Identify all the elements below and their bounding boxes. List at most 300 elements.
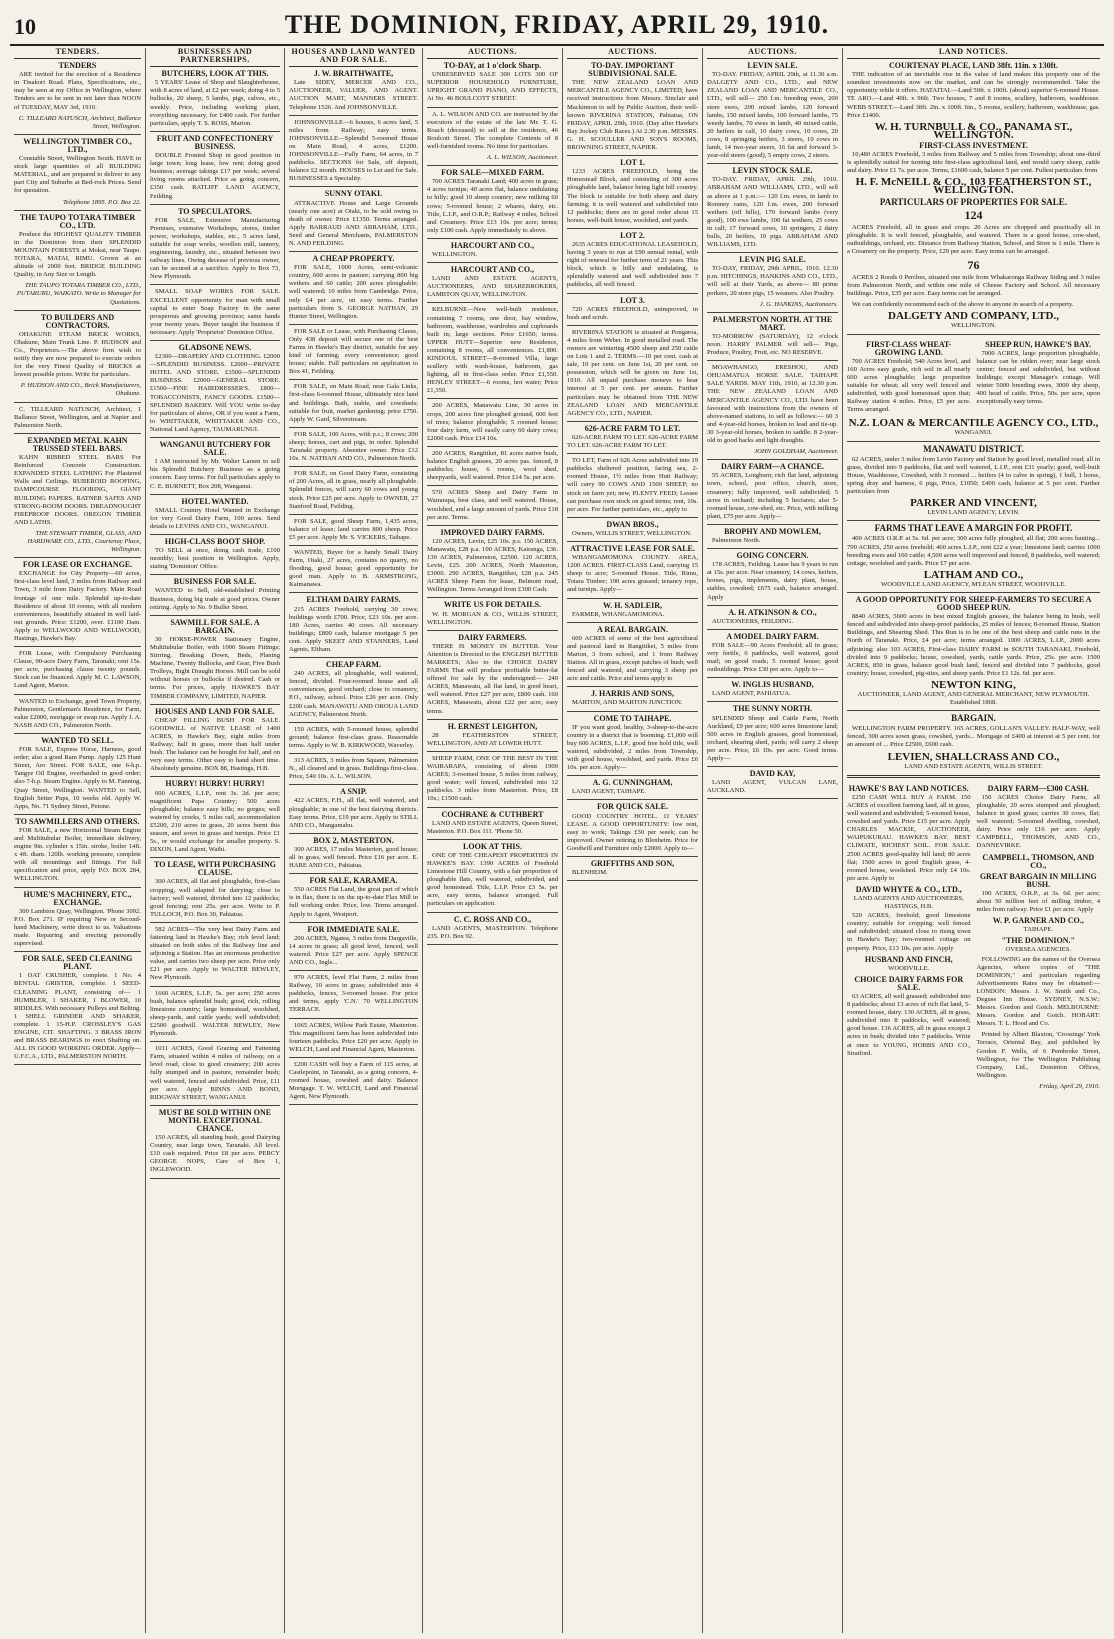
acreage-figure: 76 xyxy=(967,257,980,272)
ad-divider xyxy=(150,131,280,132)
ad-divider xyxy=(289,115,418,116)
ad-divider xyxy=(150,204,280,205)
ad-body: £2300—DRAPERY AND CLOTHING. £2000—SPLENDID BUSINESS. £2000—PRIVATE HOTEL AND STORE. £3500—SPLENDID BUSINESS. £2000—GENERAL STORE. £1500—FINE HAIRDRESSER'S. £800—TOBACCONISTS, FANCY GOODS. £1500—SPLENDID BAKERY. Will YOU write to-day for particulars of above, OR if you want a Farm, to WHITTAKER, WHITTAKER AND CO., National Land Agency, TAUMARUNUI. xyxy=(150,353,280,433)
ad-body: 215 ACRES Freehold, carrying 30 cows; buildings worth £700. Price, £23 10s. per acre. 180 Acres, carries 40 cows. All necessary buildings; £800 cash, balance mortgage 5 per cent. Apply SKEET AND STANNERS, Land Agents, Eltham. xyxy=(289,605,418,653)
ad-heading: PALMERSTON NORTH. AT THE MART. xyxy=(712,314,833,332)
imprint: Printed by Albert Blaxton, 'Crossings' York Terrace, Oriental Bay, and published by Gordon F. Wells, of 6 Pembroke Street, Wellington, for The Wellington Publishing Company, Ltd., Dominion Offices, Wellington. xyxy=(976,1031,1100,1079)
ad-heading: DAIRY FARM—A CHANCE. xyxy=(720,462,825,472)
column-heading: BUSINESSES AND PARTNERSHIPS. xyxy=(150,48,280,67)
ad-heading: THE SUNNY NORTH. xyxy=(732,704,813,714)
ad-divider xyxy=(150,1105,280,1106)
ad-heading: FOR SALE—MIXED FARM. xyxy=(441,168,544,178)
ad-body: ATTRACTIVE House and Large Grounds (nearly one acre) at Otaki, to be sold owing to death of owner. Price £1350. Terms arranged. Apply BARRAUD AND ABRAHAM, LTD., Seed and General Merchants, PALMERSTON N. AND FEILDING. xyxy=(289,199,418,247)
ad-body: 55 ACRES, Longburn; rich flat land, adjoining town, school, post office, church, store, creamery; fully improved, well subdivided; 5 acres in orchard; including 5 hectares; also 5-roomed house, cow-shed, etc. Price, with milking plant, £75 per acre. Apply— xyxy=(707,472,838,520)
column-tenders xyxy=(10,48,146,1633)
ad-heading: BUTCHERS, LOOK AT THIS. xyxy=(161,69,269,79)
ad-divider xyxy=(150,1178,280,1179)
ad-heading: A. G. CUNNINGHAM, xyxy=(592,778,673,788)
ad-signature: J. G. HANKINS, Auctioneers. xyxy=(759,300,838,308)
ad-divider xyxy=(427,262,558,263)
particulars-heading: PARTICULARS OF PROPERTIES FOR SALE. xyxy=(879,196,1068,207)
ad-divider xyxy=(14,433,141,434)
ad-divider xyxy=(289,427,418,428)
ad-body: 400 ACRES O.R.P. at 5s. 6d. per acre; 300 acres fully ploughed, all flat; 200 acres hunting... 790 ACRES, 250 acres freehold; 460 acres L.I.P., rent £22 a year; limestone land; carries 1000 breeding ewes and 160 cattle; 4,500 acres well improved and fenced, 8 paddocks, well watered; cottage, woolshed and yards. Price £7 per acre. xyxy=(847,535,1100,567)
ad-body: 1233 ACRES FREEHOLD, being the Homestead Block, and consisting of 300 acres ploughable land, balance being light hill country. The block is suitable for both sheep and dairy farming; it is well watered and subdivided into 12 paddocks; there are in good order about 15 horses, well-built house, woolshed, and yards. xyxy=(567,168,698,224)
ad-body: THERE IS MONEY IN BUTTER. Your Attention is Directed to the ENGLISH BUTTER MARKETS; Also to the CHOICE DAIRY FARMS That will produce profitable butter-fat offered for sale by the undersigned:— 240 ACRES, Manawatu, all flat land, in good heart, well watered. Price £27 per acre, £800 cash. 160 ACRES, Manawatu, about £22 per acre, easy terms. xyxy=(427,642,558,715)
ad-divider xyxy=(289,753,418,754)
ad-heading: HURRY! HURRY! HURRY! xyxy=(165,779,265,789)
ad-divider xyxy=(150,284,280,285)
ad-divider xyxy=(707,524,838,525)
ad-divider xyxy=(427,302,558,303)
ad-heading: HIGH-CLASS BOOT SHOP. xyxy=(164,536,266,546)
ad-heading: A GOOD OPPORTUNITY FOR SHEEP-FARMERS TO SECURE A GOOD SHEEP RUN. xyxy=(855,594,1092,613)
ad-body: Owners, WILLIS STREET, WELLINGTON. xyxy=(572,529,692,537)
ad-divider xyxy=(427,525,558,526)
ad-divider xyxy=(289,833,418,834)
ad-divider xyxy=(14,814,141,815)
ad-divider xyxy=(567,856,698,857)
ad-body: FOLLOWING are the names of the Oversea Agencies, where copies of "THE DOMINION," and particulars regarding Advertisements Rates may be obtained:— LONDON: Messrs. J. W. Smith and Co., Deguse Inn House. SYDNEY, N.S.W.: Messrs. Gordon and Gotch. MELBOURNE: Messrs. Gordon and Gotch. HOBART: Messrs. T. L. Hood and Co. xyxy=(976,955,1100,1028)
ad-heading: A CHEAP PROPERTY. xyxy=(312,254,395,264)
ad-divider xyxy=(14,694,141,695)
ad-body: WANTED to Sell, old-established Printing Business, doing big trade at good prices. Owner retiring. Apply to No. 9 Buller Street. xyxy=(150,587,280,611)
ad-body: ONE OF THE CHEAPEST PROPERTIES IN HAWKE'S BAY. 1390 ACRES of Freehold Limestone Hill Country, with a fair proportion of ploughable flats, well watered, subdivided, and good homestead. Title, L.I.P. Price £3 5s. per acre, easy terms, balance arranged. Full particulars on application. xyxy=(427,851,558,908)
ad-divider xyxy=(289,722,418,723)
ad-body: WELLINGTON FARM PROPERTY. 165 ACRES, GOLLAN'S VALLEY. HALF-WAY, well fenced, 300 acres sown grass, cowshed, yards... Mortgage of £400 at interest at 5 per cent. for an amount of ... Price £2500, £600 cash. xyxy=(847,725,1100,749)
ad-heading: EXPANDED METAL KAHN TRUSSED STEEL BARS. xyxy=(27,435,128,453)
column-heading: HOUSES AND LAND WANTED AND FOR SALE. xyxy=(289,48,418,67)
ad-body: 1065 ACRES, Willow Park Estate, Masterton. This magnificent farm has been subdivided into fourteen paddocks. Price £20 per acre. Apply to WELCH, Land and Financial Agent, Masterton. xyxy=(289,1021,418,1053)
ad-body: 200 ACRES, Rangitikei, 81 acres native bush, balance English grasses, 20 acres pas. fenced, 8 paddocks; house, 6 rooms, wool shed, sheepyards, well watered. Price £14 5s. per acre. xyxy=(427,449,558,482)
ad-divider xyxy=(14,557,141,558)
ad-body: SPLENDID Sheep and Cattle Farm, North Auckland, £9 per acre; 600 acres limestone land; 500 acres in English grasses, good homestead, orchard, shearing shed, yards; will carry 2 sheep per acre. Price, £6 10s. per acre. Good terms. Apply— xyxy=(707,714,838,763)
ad-body: WHANGAMOMONA COUNTY. AREA, 1200 ACRES. FIRST-CLASS Land, carrying 15 sheep to acre; 5-roomed House. Title, Rimu, Totara Timber; 190 acres grassed; tenancy rope, and turnips. Apply— xyxy=(567,554,698,594)
acreage-figure: 124 xyxy=(964,207,983,222)
ad-divider xyxy=(567,453,698,454)
ad-body: 600 ACRES, L.I.P., rent 3s. 2d. per acre; magnificent Papa Country; 500 acres ploughable; balance easy hills; no gorges; well watered by creeks, 5 miles rail, accommodation £5200, 210 acres in grass, 20 acres burnt this season, and sown in grass and turnips. Price £1 5s., or would exchange for smaller property. S. DIXON, Land Agent, Waihi. xyxy=(150,789,280,854)
ad-divider xyxy=(289,1057,418,1058)
ad-heading: WRITE US FOR DETAILS. xyxy=(443,600,542,610)
firm-location: WANGANUI. xyxy=(954,429,993,437)
ad-divider xyxy=(289,1104,418,1105)
ad-body: 150 ACRES Choice Dairy Farm, all ploughable, 20 acres stumped and ploughed; balance in good grass; carries 30 cows, flat; well watered; 5-roomed dwelling, cowshed, dairy. Price only £16 per acre. Apply CAMPBELL, THOMSON, AND CO., DANNEVIRKE. xyxy=(976,793,1100,850)
ad-divider xyxy=(14,134,141,135)
ad-signature: JOHN GOLDHAM, Auctioneer. xyxy=(754,448,838,456)
ad-body: 1660 ACRES, L.I.P., 5s. per acre; 250 acres bush, balance splendid bush; good, rich, rolling limestone country; large homestead, woolshed, sheep-yards, and cattle yards; well subdivided; £2500 goodwill. WALTER BEWLEY, New Plymouth. xyxy=(150,989,280,1038)
ad-heading: HUME'S MACHINERY, ETC., EXCHANGE. xyxy=(23,889,132,907)
ad-heading: COCHRANE & CUTHBERT xyxy=(441,809,544,819)
ad-divider xyxy=(14,646,141,647)
masthead xyxy=(10,4,1104,46)
ad-divider xyxy=(427,165,558,166)
ad-heading: 626-ACRE FARM TO LET. xyxy=(584,423,681,433)
ad-body: FOR SALE, 100 Acres, with p.c.; 8 cows; 200 sheep; horses, cart and pigs, in order. Splendid Taranaki property. Absentee owner. Price £12 10s. N. NATHAN AND CO., Palmerston North. xyxy=(289,430,418,463)
ad-heading: HARCOURT AND CO., xyxy=(450,265,535,275)
ad-body: FARMER, WHANGAMOMONA. xyxy=(572,610,665,618)
ad-divider xyxy=(150,437,280,438)
ad-body: 1011 ACRES, Good Grazing and Fattening Farm, situated within 4 miles of railway, on a level road, close to good creamery; 200 acres fully stumped and in pasture, remainder bush; well watered, fenced and subdivided. Price, £11 per acre. Apply BINNS AND BOND, RIDGWAY STREET, WANGANUI. xyxy=(150,1045,280,1101)
ad-body: 570 ACRES Sheep and Dairy Farm in Wairarapa, best class, and well watered. House, woolshed, and a large amount of yards. Price £18 per acre. Terms. xyxy=(427,489,558,521)
ad-heading: HAWKE'S BAY LAND NOTICES. xyxy=(848,783,969,793)
ad-heading: SHEEP RUN, HAWKE'S BAY. xyxy=(985,339,1092,349)
ad-body: 520 ACRES, freehold; good limestone country; suitable for cropping; well fenced and subdivided; situated close to rising town in Hawke's Bay; two-roomed cottage on property. Price, £13 10s. per acre. Apply xyxy=(847,912,971,952)
ad-heading: FRUIT AND CONFECTIONERY BUSINESS. xyxy=(156,133,274,151)
ad-body: KELBURNE—New well-built residence, containing 7 rooms, one door, bay window, bathroom, washhouse, wardrobes and cupboards built in; large sections. Price £1650; terms. UPPER HUTT—Superior new Residence, containing 8 rooms, all conveniences. £1,800. KINDOUL STREET—8-roomed Villa, large scullery with wash-house, bathroom, gas lighting, all in first-class order. Price £1,550. HENLEY STREET—6 rooms, hot water; Price £1,350. xyxy=(427,306,558,395)
ad-heading: TO LEASE, WITH PURCHASING CLAUSE. xyxy=(154,860,276,878)
ad-body: 8840 ACRES, 5600 acres in best mixed English grasses, the balance being in bush, well fenced and subdivided into sheep-proof paddocks, 25 miles of fences; 8-roomed House, Station Buildings, and Shearing Shed. This Run is to be one of the best sheep and cattle runs in the North of Taranaki. Price, £4 per acre; terms arranged. 1000 ACRES, L.I.P., 2000 acres adjoining; also 103 ACRES, First-class DAIRY FARM in SOUTH TARANAKI, Freehold, divided into 9 paddocks; house, cowshed, yards, cattle yards. Price, 25s. per acre. 1500 ACRES, 850 in grass, balance good bush land, fenced and divided into 7 paddocks, good country; house, cowshed, pig-sties, and sheep yards. Price £1 12s. 6d. per acre. xyxy=(847,613,1100,677)
ad-heading: WELLINGTON TIMBER CO., LTD., xyxy=(23,136,132,154)
ad-body: 190 ACRES, O.R.P., at 3s. 6d. per acre; about 50 million feet of milling timber, 4 miles from railway. Price £1 per acre. Apply xyxy=(976,889,1100,914)
ad-body: 720 ACRES FREEHOLD, unimproved, in bush and scrub. xyxy=(567,305,698,321)
ad-heading: W. H. SADLEIR, xyxy=(602,600,663,610)
ad-heading: BUSINESS FOR SALE. xyxy=(173,577,257,587)
ad-signature: THE TAUPO TOTARA TIMBER CO., LTD., PUTARURU, WAIKATO. Write to Manager for Quotations. xyxy=(16,282,141,306)
ad-heading: FIRST-CLASS WHEAT-GROWING LAND. xyxy=(866,339,952,357)
ad-body: W. H. MORGAN & CO., WILLIS STREET, WELLINGTON. xyxy=(427,610,558,626)
ad-body: 200 ACRES, Ngatea, 3 miles from Dargaville, 14 acres in grass; all good level, fenced, well watered. Price £27 per acre. Apply SPENCE AND CO., Ingle... xyxy=(289,934,418,966)
ad-body: LAND AND ESTATE AGENTS, Queen Street, Masterton. P.O. Box 111. 'Phone 50. xyxy=(427,819,558,835)
ad-body: 300 Lambton Quay, Wellington. 'Phone 3092. P.O. Box 271. IF requiring New or Second-hand Machinery, write direct to us. Valuations made. Repairing and erecting personally supervised. xyxy=(14,907,141,948)
firm-name: CAMPBELL, THOMSON, AND CO., xyxy=(982,852,1095,870)
ad-divider xyxy=(150,340,280,341)
ad-heading: BOX 2, MASTERTON. xyxy=(313,835,394,845)
firm-location: AUCTIONEER, LAND AGENT, AND GENERAL MERCHANT, NEW PLYMOUTH. Established 1868. xyxy=(857,691,1090,707)
ad-heading: GREAT BARGAIN IN MILLING BUSH. xyxy=(979,871,1097,889)
ad-body: 10,480 ACRES Freehold, 3 miles from Railway and 5 miles from Township; about one-third is splendidly suited for turning into first-class agricultural land, and would carry sheep, cattle and dairy. Price £1 7s. per acre. Terms, £1600 cash, balance 5 per cent. Fullest particulars from xyxy=(847,151,1100,175)
ad-divider xyxy=(707,548,838,549)
ad-divider xyxy=(289,251,418,252)
column-heading: AUCTIONS. xyxy=(427,48,558,59)
ad-divider xyxy=(427,446,558,447)
ad-body: A. L. WILSON AND CO. are instructed by the executors of the estate of the late Mr. T. G. Roach (deceased) to sell at the residence, 46 Boulcott Street. The complete Contents of 8 well-furnished rooms. No time for particulars. xyxy=(427,110,558,150)
ad-body: 120 ACRES, Levin, £25 10s. p.s. 150 ACRES, Manawatu, £28 p.a. 100 ACRES, Kairanga, £36. 130 ACRES, Palmerston, £2500. 120 ACRES, Levin, £25. 200 ACRES, North Masterton, £3000. 290 ACRES, Rangitikei, £28 p.a. 245 ACRES Sheep Farm for lease, Belmont road, Wellington. Terms Arranged from £300 Cash. xyxy=(427,537,558,594)
ad-body: 200 ACRES, Manawatu Line, 30 acres in crops, 200 acres fine ploughed ground, 600 feet of trees; balance ploughable; 5 roomed house; four dairy farm, will easily carry 60 dairy cows; £2000 cash. Price £14 10s. xyxy=(427,402,558,442)
ad-body: 700 ACRES Taranaki Land; 400 acres in grass; 4 acres turnips; 40 acres flat, balance undulating to hilly; good 10 sheep country; new milking 60 cows; 5-roomed house; 2 whares, dairy, etc. Title, L.I.P., and O.R.P.; Railway 4 miles, School and Creamery. Price £13 10s. per acre; terms; only £100 cash. Apply immediately to above. xyxy=(427,178,558,234)
ad-divider xyxy=(150,857,280,858)
ad-divider xyxy=(150,534,280,535)
ad-divider xyxy=(289,970,418,971)
ad-body: FOR SALE, 1000 Acres, semi-volcanic country, 600 acres in pasture; carrying 800 big wethers and 60 cattle; 200 acres ploughable; well watered; 10 miles from Cambridge. Price, only £4 per acre, on easy terms. Further particulars from S. GEORGE NATHAN, 29 Hunter Street, Wellington. xyxy=(289,264,418,320)
ad-heading: FARMS THAT LEAVE A MARGIN FOR PROFIT. xyxy=(874,523,1073,534)
ad-divider xyxy=(567,293,698,294)
ad-body: £200 CASH will buy a Farm of 115 acres, at Castlepoint, in Taranaki, as a going concern, 4-roomed house, cowshed and dairy. Balance Mortgage. T. W. WELCH, Land and Financial Agent, New Plymouth. xyxy=(289,1060,418,1101)
firm-location: WELLINGTON. xyxy=(950,322,997,330)
ad-heading: FOR QUICK SALE. xyxy=(597,802,668,812)
ad-heading: IMPROVED DAIRY FARMS. xyxy=(440,527,545,537)
column-land-notices xyxy=(843,48,1104,1633)
firm-location: LAND AGENTS AND AUCTIONEERS, HASTINGS, H.B. xyxy=(853,894,964,911)
ad-heading: COURTENAY PLACE, LAND 38ft. 11in. x 130ft. xyxy=(889,61,1058,71)
ad-divider xyxy=(427,485,558,486)
ad-body: 7000 ACRES, large proportion ploughable, balance can be ridden over; near large stock centre; fenced and subdivided, but without buildings; except Manager's cottage. Will winter 5000 breeding ewes, 3000 dry sheep, 400 head of cattle. Price, 50s. per acre, upon exceptionally easy terms. xyxy=(976,349,1100,406)
ad-body: 550 ACRES Flat Land, the great part of which is in flax, there is on the up-to-date Flax Mill in full working order. Price, low. Terms arranged. Apply to Agent, Westport. xyxy=(289,886,418,918)
ad-body: IF you want good, healthy, 3-sheep-to-the-acre country in a district that is booming. £1,000 will buy 600 ACRES, L.I.P., good free hold title, well watered, subdivided, 2 miles from Township, with good house, woolshed, and yards. Price £6 10s. per acre. Apply— xyxy=(567,723,698,772)
ad-divider xyxy=(14,733,141,734)
ad-signature: A. L. WILSON, Auctioneer. xyxy=(486,154,558,162)
column-heading: LAND NOTICES. xyxy=(847,48,1100,59)
ad-divider xyxy=(427,751,558,752)
newspaper-page xyxy=(10,48,1104,1633)
ad-heading: FIRST-CLASS INVESTMENT. xyxy=(919,140,1028,150)
ad-body: FOR SALE, a new Horizontal Steam Engine and Multitubular Boiler, immediate delivery, engine 9in. cylinder x 15in. stroke, boiler 14ft. x 4ft. diam. 120lb. working pressure, complete with all mountings and fittings. For full specification and price, apply P.O. BOX 284, WELLINGTON. xyxy=(14,826,141,883)
ad-heading: GOING CONCERN. xyxy=(736,551,809,561)
ad-signature: P. HUDSON AND CO., Brick Manufacturers, Ohakune. xyxy=(20,382,141,398)
ad-body: FOR Lease, with Compulsory Purchasing Clause, 90-acre Dairy Farm, Taranaki; rent 15s. per acre, purchasing clause twenty pounds. Stock can be financed. Apply M. C. LAWSON, Land Agent, Marton. xyxy=(14,650,141,690)
ad-heading: DWAN BROS., xyxy=(606,519,659,529)
ad-body: FOR SALE, on Main Road, near Gala Links, first-class 6-roomed House, ultimately nice land and buildings. Bath, stable, and cowsheds; suitable for fruit, market gardening; price £750. Apply W. Gard, Silverstream. xyxy=(289,383,418,423)
ad-body: WELLINGTON. xyxy=(432,250,478,258)
ad-heading: LEVIN PIG SALE. xyxy=(739,255,806,265)
ad-body: ACRES 2 Roods 0 Perches, situated one mile from Whakaronga Railway Siding and 3 miles from Palmerston North, and within one mile of Cheese Factory and School. All necessary buildings. Price, £35 per acre. Easy terms can be arranged. xyxy=(847,273,1100,298)
firm-latham: LATHAM AND CO., xyxy=(923,568,1024,581)
ad-body: 300 ACRES, all flat and ploughable, first-class cropping, well adapted for dairying; close to factory; well watered, divided into 12 paddocks; good fencing; rent 25s. per acre. Write to P. TULLOCH, P.O. Box 30, Pahiatua. xyxy=(150,878,280,918)
ad-heading: TO-DAY. IMPORTANT SUBDIVISIONAL SALE. xyxy=(588,61,677,79)
ad-body: ARE invited for the erection of a Residence in Tinakori Road. Plans, Specifications, etc., may be seen at my Office in Wellington, where Tenders are to be sent in not later than NOON of TUESDAY, MAY 3rd, 1910. xyxy=(14,71,141,111)
ad-heading: FOR SALE, SEED CLEANING PLANT. xyxy=(22,954,133,972)
ad-body: TO-DAY, FRIDAY, 29th APRIL, 1910. 12.30 p.m. HITCHINGS, HANKINS AND CO., LTD., will sell at their Yards, as above— 80 prime porkers, 20 store pigs, 15 weaners. Also Poultry. xyxy=(707,265,838,297)
ad-divider xyxy=(289,1018,418,1019)
ad-body: 300 ACRES, 17 miles Masterton, good house; all in grass, well fenced. Price £16 per acre. E. HARE AND CO., Pahiatua. xyxy=(289,845,418,870)
ad-heading: TENDERS xyxy=(58,61,97,71)
ad-heading: LOT 1. xyxy=(620,158,645,168)
ad-heading: FOR SALE, KARAMEA. xyxy=(309,876,398,886)
ad-divider xyxy=(150,574,280,575)
ad-divider xyxy=(567,622,698,623)
ad-heading: DAIRY FARM—£300 CASH. xyxy=(987,783,1089,793)
ad-body: GOOD COUNTRY HOTEL. 11 YEARS' LEASE. A GOOD OPPORTUNITY: low rent, easy to work; Takings £30 per week; can be improved. Owner retiring to Blenheim. Price for Goodwill and Furniture only £2000. Apply to— xyxy=(567,812,698,852)
ad-heading: GLADSONE NEWS. xyxy=(178,343,252,352)
ad-heading: A. H. ATKINSON & CO., xyxy=(728,607,817,617)
ad-body: THE NEW ZEALAND LOAN AND MERCANTILE AGENCY CO., LIMITED, have received instructions from Messrs. Sinclair and Mackinnon to sell by Public Auction, their well-known RIVERINA STATION, Pahiatua, ON FRIDAY, APRIL 29th, 1910. (Day after Hawke's Bay Jockey Club Races.) At 2.30 p.m. MESSRS. G. H. SCOULLER AND SON'S ROOMS, BROWNING STREET, NAPIER. xyxy=(567,79,698,152)
ad-body: LAND AGENT, TAIHAPE. xyxy=(572,788,646,796)
ad-divider xyxy=(707,766,838,767)
ad-body: 970 ACRES, level Flat Farm, 2 miles from Railway, 10 acres in grass; subdivided into 4 paddocks, fences, 3-roomed house. For price and terms, apply 'C.N.' 70 WELLINGTON TERRACE. xyxy=(289,974,418,1014)
ad-heading: J. HARRIS AND SONS, xyxy=(591,689,674,699)
ad-body: OHAKUNE STEAM BRICK WORKS, Ohakune, Main Trunk Line. P. HUDSON and Co., Proprietors.—The above firm wish to notify they are now prepared to execute orders for the very Finest Quality of BRICKS at lowest possible prices. Write for particulars. xyxy=(14,330,141,379)
ad-divider xyxy=(567,880,698,881)
ad-heading: LEVIN SALE. xyxy=(747,61,798,71)
ad-body: MARTON, AND MARTON JUNCTION. xyxy=(572,699,683,707)
ad-divider xyxy=(427,398,558,399)
ad-body: FOR SALE, Extensive Manufacturing Premises, extensive Workshops, stores, timber power, workshops, stables, etc., 5 acres land, suitable for soap works, woollen mill, tannery, engineering, laundry, etc., situated between two railway lines. Owing decease of previous owner, can be secured at a sacrifice. Apply to Box 73, New Plymouth. xyxy=(150,216,280,281)
ad-heading: J. W. BRAITHWAITE, xyxy=(313,69,394,79)
ad-heading: W. INGLIS HUSBAND, xyxy=(731,680,814,690)
ad-heading: DAIRY FARMERS. xyxy=(458,632,527,642)
ad-body: UNRESERVED SALE 300 LOTS 300 OF SUPERIOR HOUSEHOLD FURNITURE, UPRIGHT GRAND PIANO, AND EFFECTS, At No. 46 BOULCOTT STREET. xyxy=(427,71,558,103)
ad-body: 422 ACRES, F.H., all flat, well watered, and ploughable; in one of the best dairying districts. Easy terms. Price, £19 per acre. Apply to STILL AND CO., Mangamahu. xyxy=(289,797,418,829)
ad-body: 5 YEARS' Lease of Shop and Slaughterhouse, with 8 acres of land, at £2 per week; doing 4 to 5 bullocks, 20 sheep, 5 lambs, pigs, calves, etc., weekly. Price, including working plant, everything necessary, for £400 cash. For further particulars, apply T. S. ROSS, Marton. xyxy=(150,79,280,127)
ad-heading: LEVIN STOCK SALE. xyxy=(732,166,813,176)
ad-divider xyxy=(707,163,838,164)
ad-body: I AM instructed by Mr. Walter Larsen to sell his Splendid Butchery Business as a going concern. Easy terms. For full particulars apply to C. E. BURNETT, Box 208, Wanganui. xyxy=(150,458,280,490)
ad-divider xyxy=(150,615,280,616)
ad-body: SMALL Country Hotel Wanted in Exchange for very Good Dairy Farm, 100 acres. Send details to LEVINS AND CO., WANGANUI. xyxy=(150,506,280,530)
ad-divider xyxy=(707,798,838,799)
ad-heading: BROPHY AND MOWLEM, xyxy=(724,526,821,536)
ad-body: WANTED, Buyer for a handy Small Dairy Farm, Otaki, 27 acres, contains no quarry, no flooding, good house; good opportunity for good man. Apply to B. ARMSTRONG, Kaimanawa. xyxy=(289,548,418,589)
ad-signature: C. TILLEARD NATUSCH, Architect, Ballance Street, Wellington. xyxy=(18,114,141,130)
firm-name: HUSBAND AND FINCH, xyxy=(864,954,953,964)
ad-heading: H. ERNEST LEIGHTON, xyxy=(447,721,538,731)
ad-body: 2635 ACRES EDUCATIONAL LEASEHOLD, having 3 years to run at £90 annual rental, with right of renewal for further term of 21 years. This block, which is hilly and undulating, is splendidly watered and well subdivided into 7 paddocks, all well fenced. xyxy=(567,240,698,289)
ad-divider xyxy=(14,951,141,952)
column-auctions-1 xyxy=(423,48,563,1633)
ad-divider xyxy=(289,873,418,874)
ad-body: LAND AGENTS, MASTERTON. Telephone 235. P.O. Box 92. xyxy=(427,924,558,940)
ad-divider xyxy=(427,238,558,239)
ad-body: ACRES Freehold, all in grass and crops. 20 Acres are chopped and practically all in ploughable. It is well fenced, ploughable, and watered. There is a good house, cow-shed, outbuildings, orchard, etc. Distance from Railway Station, School, and Store is 1 mile. There is a Creamery on the property. Price, £29 per acre. Easy terms can be arranged. xyxy=(847,223,1100,255)
ad-divider xyxy=(150,776,280,777)
ad-divider xyxy=(289,592,418,593)
ad-body: CHEAP FILLING BUSH FOR SALE. GOODWILL of NATIVE LEASE of 1400 ACRES, in Hawke's Bay, eight miles from Railway; half in grass, more than half under bush. The balance can be bought for half, and on very easy terms. Other easy to hand short time. Absolutely genuine. BOX 88, Hastings, H.B. xyxy=(150,716,280,773)
ad-divider xyxy=(707,312,838,313)
ad-heading: CHOICE DAIRY FARMS FOR SALE. xyxy=(854,974,964,992)
ad-divider xyxy=(707,459,838,460)
ad-divider xyxy=(289,545,418,546)
ad-body: 700 ACRES Freehold; 540 Acres level, and 160 Acres easy grade, rich soil in all nearly 600 acres ploughable; large proportion suitable for wheat; all very well fenced and subdivided, with good homestead upon that; Railway station 4 miles. Price, £5 per acre. Terms arranged. xyxy=(847,357,971,414)
ad-divider xyxy=(14,210,141,211)
ad-body: FOR SALE, good Sheep Farm, 1,435 acres, balance of lease; land carries 800 sheep. Price £5 per acre. Apply Mr. S. VICKERS, Taihape. xyxy=(289,517,418,541)
firm-nz-loan: N.Z. LOAN & MERCANTILE AGENCY CO., LTD., xyxy=(848,417,1099,430)
ad-heading: C. C. ROSS AND CO., xyxy=(453,914,532,924)
ad-heading: TO SAWMILLERS AND OTHERS. xyxy=(15,816,140,826)
ad-divider xyxy=(14,310,141,311)
firm-levien: LEVIEN, SHALLCRASS AND CO., xyxy=(887,750,1060,763)
ad-heading: A SNIP. xyxy=(340,787,367,797)
ad-heading: TO-DAY, at 1 o'clock Sharp. xyxy=(443,61,542,71)
ad-divider xyxy=(567,686,698,687)
ad-body: 178 ACRES, Feilding. Lease has 9 years to run at 15s. per acre. Near creamery, 14 cows, heifers, horses, pigs, implements, dairy plant, house, stables, cowshed; £675 cash, balance arranged. Apply xyxy=(707,561,838,601)
ad-body: FOR SALE, Express Horse, Harness, good order; also a good Ram Pump. Apply 125 Hunt Street, Aro Street. FOR SALE, one 6-h.p. Tangye Oil Engine, overhauled in good order; also 7-h.p. Steam Engine. Apply to M. Fanning, Quay Street, Wellington. WANTED to Sell, English Setter Pups, 10 weeks old. Apply W. Apps, No. 71 Sydney Street, Petone. xyxy=(14,746,141,810)
ad-body: 240 ACRES, all ploughable, well watered, fenced, divided. Four-roomed house and all conveniences, good orchard; close to creamery, P.O., railway, school. Price £26 per acre. Only £200 cash. MANAWATU AND OROUA LAND AGENCY, Palmerston North. xyxy=(289,670,418,718)
ad-heading: ATTRACTIVE LEASE FOR SALE. xyxy=(570,543,695,553)
ad-heading: THE TAUPO TOTARA TIMBER CO., LTD. xyxy=(19,212,136,230)
firm-dalgety: DALGETY AND COMPANY, LTD., xyxy=(888,310,1059,323)
ad-divider xyxy=(567,799,698,800)
ad-body: 150 ACRES, with 5-roomed house, splendid ground; balance first-class grass. Reasonable terms. Apply to W. B. KIRKWOOD, Waverley. xyxy=(289,725,418,749)
ad-divider xyxy=(289,379,418,380)
column-heading: TENDERS. xyxy=(14,48,141,59)
ad-divider xyxy=(707,605,838,606)
column-houses-land xyxy=(285,48,423,1633)
firm-location: LAND AND ESTATE AGENTS, WILLIS STREET. xyxy=(904,762,1043,770)
firm-parker: PARKER AND VINCENT, xyxy=(910,497,1037,510)
ad-divider xyxy=(427,597,558,598)
ad-heading: HOUSES AND LAND FOR SALE. xyxy=(155,706,275,716)
ad-heading: LOOK AT THIS. xyxy=(463,841,522,851)
ad-body: £250 CASH WILL BUY A FARM. 150 ACRES of excellent farming land, all in grass, well watered and subdivided; 5-roomed house, cowshed and yards. Price £15 per acre. Apply CHARLES MACKIE, AUCTIONEER, WAIPUKURAU. HAWKE'S BAY. BEST CLIMATE, RICHEST SOIL. FOR SALE. 2500 ACRES good-quality hill land; 80 acres flat; 1500 acres in good English grass, 4-roomed house, woolshed. Price only £4 10s. per acre. Apply to xyxy=(847,793,971,882)
ad-divider xyxy=(567,711,698,712)
ad-body: 30 HORSE-POWER Stationary Engine, Multitubular Boiler, with 1000 Steam Fittings; Stirring, Breaking Down, Beds, Planing Machine, Twenty Bullocks, and Gear, Five Bush Trolleys, Bight Draught Horses. Mill can be sold without horses or bullocks if desired. Cash or terms. For prices, apply HAWKE'S BAY TIMBER COMPANY, LIMITED, NAPIER. xyxy=(150,635,280,700)
ad-divider xyxy=(567,541,698,542)
ad-body: THE indication of an inevitable rise in the value of land makes this property one of the soundest investments now on the market, and can be strongly recommended. Take the opportunity while it offers. HATAITAI.—Land 50ft. x 100ft. (about) superior 6-roomed House. TE ARO.—Land 40ft. x 96ft. Two houses, 7 and 8 rooms, scullery, bathroom, washhouse. WEBB STREET.—Land 38ft. 2in. x 100ft. 6in., 5 rooms, scullery, bathroom, washhouse, gas. Price £1400. xyxy=(847,71,1100,119)
ad-divider xyxy=(427,912,558,913)
ad-body: 1 OAT CRUSHER, complete. 1 No. 4 BENTAL GRISTER, complete. 1 SEED-CLEANING PLANT, consisting of— 1 HUMBLER, 1 SHAKER, 1 BLOWER, 10 RIDDLES. With necessary Pulleys and Belting. 1 SHELL GRINDER AND SHAKER, complete. 1 15-H.P. CROSSLEY'S GAS ENGINE, CIT. SHAFTING. 3 BRASS IRON and BRASS BEARINGS to erect Shafting on. ALL IN GOOD WORKING ORDER. Apply— U.F.C.A., LTD., PALMERSTON NORTH. xyxy=(14,972,141,1061)
firm-name: DAVID WHYTE & CO., LTD., xyxy=(855,884,962,894)
ad-heading: LOT 2. xyxy=(620,230,645,240)
ad-heading: WANTED TO SELL. xyxy=(41,735,114,745)
ad-divider xyxy=(150,494,280,495)
ad-heading: HOTEL WANTED. xyxy=(181,496,249,506)
ad-body: TO-DAY. FRIDAY, APRIL 29th, at 11.30 a.m. DALGETY AND CO., LTD., and NEW ZEALAND LOAN AND MERCANTILE CO., LTD., will sell— 250 f.m. breeding ewes, 200 store ewes, 200 mixed lambs, 120 forward lambs, 150 mixed lambs, 100 forward lambs, 75 weedy lambs, 70 ewes in lamb, 40 mixed cattle, 20 heifers in calf, 10 dairy cows, 10 cows, 20 cows, 8 springing heifers, 3 steers, 10 cows in lamb, 14 two-year steers, 16 fat and forward 3-year-old steers (good), 5 empty cows, 2 steers. xyxy=(707,71,838,160)
ad-divider xyxy=(427,839,558,840)
ad-divider xyxy=(567,517,698,518)
ad-body: EXCHANGE for City Property—60 acres, first-class level land, 3 miles from Railway and Town, 3 mile from Dairy Factory. Main Road frontage of one mile. Splendid up-to-date Residence of about 10 rooms, with all modern conveniences, beautifully situated in well laid-out grounds. Price: £1200, over. £1100 Dam. Apply to WELLWOOD AND WELLWOOD, Hastings, Hawke's Bay. xyxy=(14,570,141,642)
ad-heading: MANAWATU DISTRICT. xyxy=(923,443,1024,454)
ad-body: FOR SALE—90 Acres Freehold; all in grass; very fertile, 6 paddocks, well watered, good mail; on good roads; 5 roomed house; good outbuildings. Price £30 per acre. Apply to— xyxy=(707,641,838,674)
ad-divider xyxy=(707,629,838,630)
ad-body: LAND AND ESTATE AGENTS, AUCTIONEERS, AND SHAREBROKERS, LAMBTON QUAY, WELLINGTON. xyxy=(427,275,558,299)
ad-heading: DAVID KAY, xyxy=(749,769,796,779)
ad-body: TO-DAY. FRIDAY, APRIL 29th, 1910. ABRAHAM AND WILLIAMS, LTD., will sell as above at 1 p.m.:— 120 f.m. ewes, in lamb to Romney rams, 120 f.m. ewes, 200 forward wethers (off hills), 170 forward lambs (very good), 100 ewe lambs, 100 fat wethers, 25 cows in calf, 17 forward cows, 10 springers, 2 dairy bulls, 20 heifers, 10 pigs. ABRAHAM AND WILLIAMS, LTD. xyxy=(707,176,838,249)
ad-body: SHEEP FARM, ONE OF THE BEST IN THE WAIRARAPA, consisting of about 1900 ACRES; 3-roomed house, 5 miles from railway, good water; well fenced, subdivided into 12 paddocks. 3 miles from Masterton. Price, £8 10s.; £1500 cash. xyxy=(427,754,558,803)
ad-divider xyxy=(707,252,838,253)
ad-divider xyxy=(427,944,558,945)
ad-body: 63 ACRES, all well grassed; subdivided into 8 paddocks; about 13 acres of rich flat land, 5-roomed house, dairy. 130 ACRES, all in grass, subdivided into 8 paddocks, well watered; good house. 136 ACRES, all in grass except 2 acres in bush; divided into 7 paddocks. Write at once to YOUNG, HOBBS AND CO., Stratford. xyxy=(847,993,971,1057)
firm-name: W. P. GARNER AND CO., xyxy=(992,916,1084,926)
ad-body: FOR SALE, on Good Dairy Farm, consisting of 200 Acres, all in grass, nearly all ploughable. Splendid fences, will carry 60 cows and young stock. Price £25 per acre. Apply to OWNER, 27 Stanford Road, Feilding. xyxy=(289,470,418,510)
ad-divider xyxy=(427,107,558,108)
ad-body: 600 ACRES of some of the best agricultural and pastoral land in Rangitikei, 5 miles from Marton, 3 from school, and 1 from Railway Station. All in grass, except patches of bush; well fenced and watered, and carrying 3 sheep per acre and cattle. Price and terms apply to xyxy=(567,634,698,683)
ad-body: 62 ACRES, under 3 miles from Levin Factory and Station by good level, metalled road; all in grass, divided into 9 paddocks, flat and well watered, L.I.P., rent £31 yearly; good, well-built House, Washhouse, Cowshed, with 3 roomed ... heifers (4 to calve in spring), 1 bull, 1 horse, spring dray and harness, 6 pigs, Price, £1050; £400 cash, balance at 5 per cent. Further particulars from xyxy=(847,455,1100,496)
ad-body: DOUBLE Fronted Shop in good position in large town; long lease, low rent; doing good business; average takings £17 per week; several living rooms attached. Price as going concern, £350 cash. RATLIFF LAND AGENCY, Feilding. xyxy=(150,152,280,200)
firm-newton-king: NEWTON KING, xyxy=(931,678,1016,691)
ad-body: BLENHEIM. xyxy=(572,869,608,877)
hawkes-bay-split xyxy=(847,782,1100,1093)
ad-divider xyxy=(567,228,698,229)
ad-heading: FOR LEASE OR EXCHANGE. xyxy=(22,560,133,570)
ad-body: Produce the HIGHEST QUALITY TIMBER in the Dominion from their SPLENDID MOUNTAIN FORESTS at Mokai, near Taupo. TOTARA, MATAI, RIMU. Grown at an altitude of 2000 feet. BRIDGE BUILDING Quality, in Any Size or Length. xyxy=(14,230,141,279)
firm-name: W. H. TURNBULL & CO., PANAMA ST., WELLINGTON. xyxy=(874,120,1073,141)
ad-subheading: OVERSEA AGENCIES. xyxy=(1005,946,1072,954)
ad-body: 626-ACRE FARM TO LET. 626-ACRE FARM TO LET. 626-ACRE FARM TO LET. xyxy=(567,433,698,450)
column-auctions-3 xyxy=(703,48,843,1633)
ad-body: TO LET, Farm of 626 Acres subdivided into 19 paddocks sheltered position, facing sea, 2-roomed House, 1½ miles from Hutt Railway; will carry 90 COWS AND 1500 SHEEP; no stock on farm yet; new, PLENTY FEED; Lessee can purchase own stock on good terms; rent, 10s. per acre. For further particulars, etc., apply to xyxy=(567,457,698,513)
ad-divider xyxy=(427,630,558,631)
ad-divider xyxy=(567,775,698,776)
ad-heading: BARGAIN. xyxy=(951,713,996,724)
ad-body: SMALL SOAP WORKS FOR SALE. EXCELLENT opportunity for man with small capital to enter Soap Factory in the same prosperous and growing province; same hands your twenty years. Buyer taught the business if necessary. Apply 'Proprietor' Dominion Office. xyxy=(150,288,280,336)
particulars-note: We can confidently recommend each of the above to anyone in search of a property. xyxy=(852,301,1074,309)
ad-divider xyxy=(567,155,698,156)
ad-body: C. TILLEARD NATUSCH, Architect, 1 Ballance Street, Wellington, and at Napier and Palmerston North. xyxy=(14,405,141,429)
ad-divider xyxy=(427,807,558,808)
ad-body: 313 ACRES, 3 miles from Square, Palmerston N., all cleared and in grass. Buildings first-class. Price, £40 10s. A. L. WILSON. xyxy=(289,757,418,781)
ad-heading: CHEAP FARM. xyxy=(326,660,381,670)
firm-location: WOODVILLE LAND AGENCY, M'LEAN STREET, WOODVILLE. xyxy=(880,580,1067,588)
ad-body: 582 ACRES—The very best Dairy Farm and fattening land in Hawke's Bay; rich level land; situated on both sides of the Railway line and adjoining a Station. Has an enormous productive value, and carries two sheep per acre. Price only £21 per acre. Apply to WALTER BEWLEY, New Plymouth. xyxy=(150,925,280,982)
ad-heading: SAWMILL FOR SALE. A BARGAIN. xyxy=(170,617,260,635)
ad-body: JOHNSONVILLE—6 houses, 6 acres land, 5 miles from Railway; easy terms. JOHNSONVILLE—Splendid 5-roomed House on Main Road, 4 acres, £1200. JOHNSONVILLE—Fully Farm, 64 acres, in 7 paddocks. SECTIONS for Sale, off deposit, balance £2 month. HOUSES to Let and for Sale. BUSINESSES a Speciality. xyxy=(289,118,418,183)
ad-body: FOR SALE or Lease, with Purchasing Clause, Only 438 deposit will secure one of the best Farms in Hawke's Bay district, suitable for any kind of farming; every convenience; good house; stable. Full particulars on application to Box 41, Feilding. xyxy=(289,327,418,376)
ad-body: 28 FEATHERSTON STREET, WELLINGTON, AND AT LOWER HUTT. xyxy=(427,731,558,747)
ad-heading: A REAL BARGAIN. xyxy=(597,624,668,634)
firm-location: TAIHAPE. xyxy=(1023,926,1053,934)
ad-heading: GRIFFITHS AND SON, xyxy=(590,858,675,868)
ad-body: TO-MORROW (SATURDAY), 12 o'clock noon. HARRY PALMER will sell— Pigs, Produce, Poultry, Fruit, etc. NO RESERVE. xyxy=(707,332,838,357)
ad-heading: FOR IMMEDIATE SALE. xyxy=(307,924,400,934)
ad-body: WANTED to Exchange, good Town Property, Palmerston, Gentleman's Residence, for Farm, value £2000, mortgage or swap run. Apply J. A. NASH AND CO., Palmerston North. xyxy=(14,697,141,729)
ad-divider xyxy=(150,922,280,923)
column-auctions-2 xyxy=(563,48,703,1633)
ad-divider xyxy=(14,887,141,888)
ad-divider xyxy=(289,466,418,467)
column-heading: AUCTIONS. xyxy=(567,48,698,59)
firm-location: LEVIN LAND AGENCY, LEVIN. xyxy=(927,509,1020,517)
ad-heading: ELTHAM DAIRY FARMS. xyxy=(306,595,401,605)
page-number: 10 xyxy=(14,14,36,39)
